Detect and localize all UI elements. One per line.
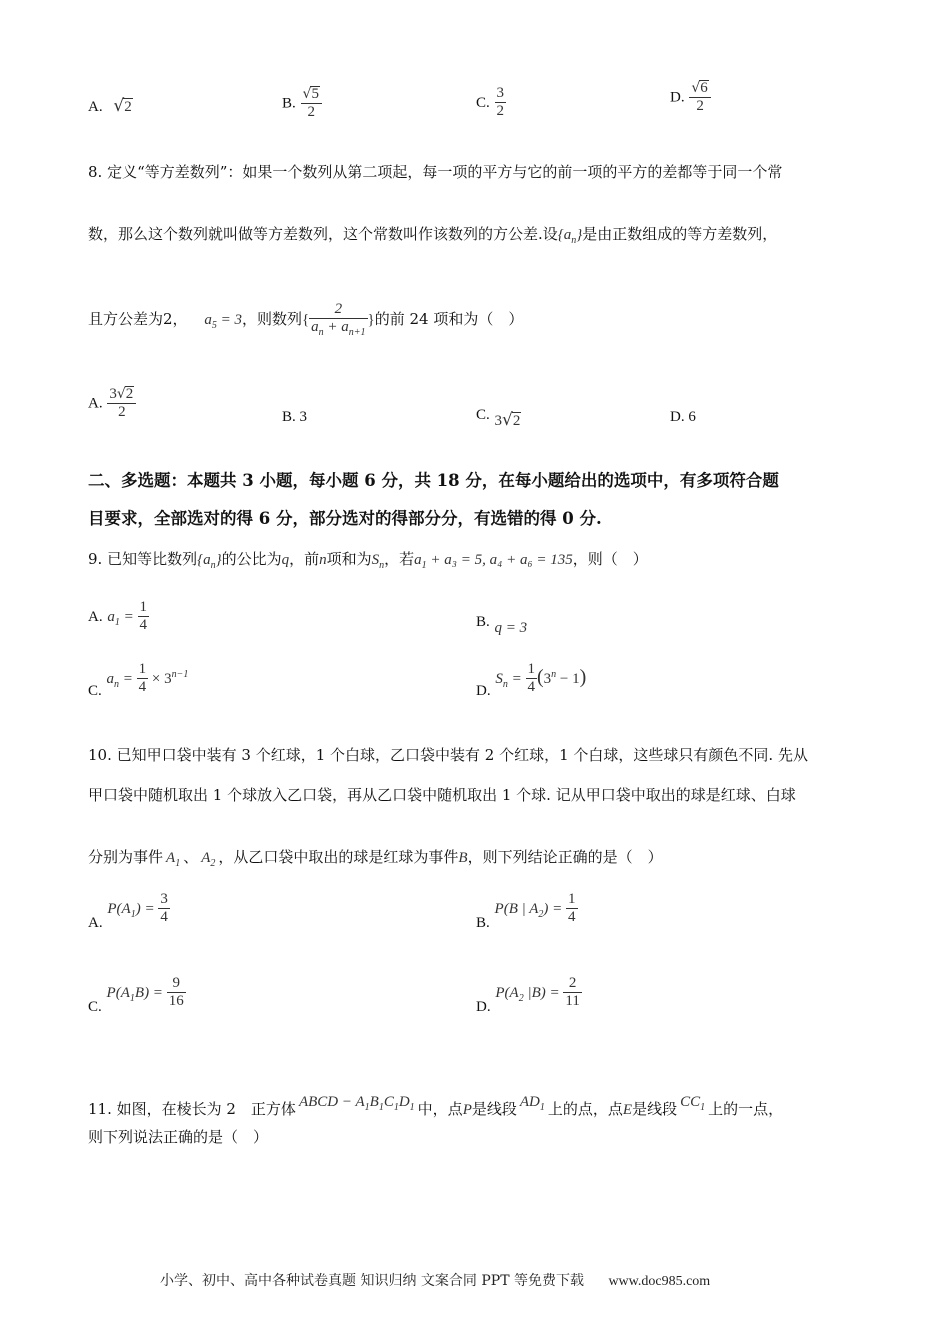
q8-option-d: D. 6 [670,409,696,425]
footer-link[interactable]: www.doc985.com [608,1274,711,1289]
q8-option-c: C. 3√2 [476,407,521,430]
sequence-fraction: $\frac{2}{a_n + a_{n+1}}$ [311,301,366,338]
q9-option-b: B. q = 3 [476,614,528,636]
q7-option-c: C. $\frac{3}{2}$ [476,85,505,119]
q10-option-d: D. $P(A_2$ |B) = $\frac{2}{11}$ [476,975,580,1015]
q9-option-d: D. $S_n$ = $\frac{1}{4}$ $(3^n - 1)$ [476,661,587,699]
q8-line1: 8. 定义“等方差数列”：如果一个数列从第二项起，每一项的平方与它的前一项的平方的差都等于同一个常 [88,163,783,181]
section-heading-line2: 目要求，全部选对的得 6 分，部分选对的得部分分，有选错的得 0 分. [88,509,602,528]
q7-option-d: D. $\frac{√6}{2}$ [670,80,711,115]
a5-expression: $a_5 = 3$ [204,312,242,332]
q11-line1: 11. 如图，在棱长为 2 正方体 ABCD − $A_1B_1C_1D_1$ 中，点P是线段 $AD_1$ 上的点，点E是线段 $CC_1$ 上的一点， [88,1094,784,1118]
q8-option-a: A. $\frac{3√2}{2}$ [88,386,136,421]
footer-text: 小学、初中、高中各种试卷真题 知识归纳 文案合同 PPT 等免费下载 [160,1273,584,1289]
q8-line3: 且方公差为2， $a_5 = 3$，则数列{ $\frac{2}{a_n + a_{n+1}}$ }的前 24 项和为（ ） [88,301,524,338]
q10-option-c: C. $P(A_1B)$ = $\frac{9}{16}$ [88,975,184,1015]
q7-option-a: A. √2 [88,96,132,116]
q10-option-a: A. $P(A_1)$ = $\frac{3}{4}$ [88,891,168,931]
q8-line2: 数，那么这个数列就叫做等方差数列，这个常数叫作该数列的方公差.设$\{a_n\}$是由正数组成的等方差数列， [88,225,778,246]
q10-line2: 甲口袋中随机取出 1 个球放入乙口袋，再从乙口袋中随机取出 1 个球. 记从甲口袋中取出的球是红球、白球 [88,786,796,804]
q9-option-c: C. $a_n$ = $\frac{1}{4}$ × $3^{n-1}$ [88,661,189,699]
q10-line3: 分别为事件 $A_1$ 、 $A_2$ ，从乙口袋中取出的球是红球为事件B，则下列结论正确的是（ ） [88,848,663,869]
q10-option-b: B. P(B | $A_2$) = $\frac{1}{4}$ [476,891,576,931]
section-heading-line1: 二、多选题：本题共 3 小题，每小题 6 分，共 18 分，在每小题给出的选项中，有多项符合题 [88,471,779,490]
sequence-a-n: $\{a_n\}$ [557,227,583,246]
q8-option-b: B. 3 [282,409,308,425]
footer [160,1270,710,1290]
q9-text: 9. 已知等比数列$\{a_n\}$的公比为q，前n项和为$S_n$，若$a_1 + a_3 = 5$, a₄ + a₆ = 135，则（ ） [88,550,648,571]
q11-line2: 则下列说法正确的是（ ） [88,1128,269,1146]
q9-option-a: A. $a_1$ = $\frac{1}{4}$ [88,599,147,633]
q7-option-b: B. $\frac{√5}{2}$ [282,86,322,121]
q10-line1: 10. 已知甲口袋中装有 3 个红球，1 个白球，乙口袋中装有 2 个红球，1 个白球，这些球只有颜色不同. 先从 [88,746,808,764]
